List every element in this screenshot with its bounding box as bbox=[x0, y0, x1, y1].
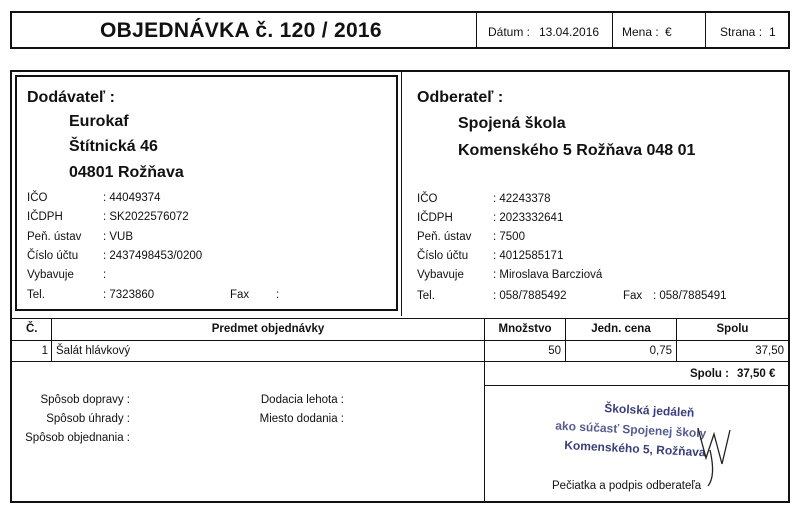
customer-field-value: : Miroslava Barcziová bbox=[493, 269, 603, 281]
customer-fax-value: : 058/7885491 bbox=[653, 290, 727, 302]
header-bar bbox=[10, 11, 790, 49]
customer-field-label: IČO bbox=[417, 193, 438, 205]
supplier-field-label: Číslo účtu bbox=[27, 250, 79, 262]
header-divider bbox=[612, 13, 613, 47]
party-divider bbox=[401, 71, 402, 316]
stamp-line: ako súčasť Spojenej školy bbox=[554, 418, 707, 441]
stamp-line: Školská jedáleň bbox=[603, 401, 695, 420]
col-header-item: Predmet objednávky bbox=[211, 323, 325, 335]
table-sum-line bbox=[484, 385, 788, 386]
customer-field-label: Peň. ústav bbox=[417, 231, 472, 243]
customer-field-value: : 7500 bbox=[493, 231, 525, 243]
row-price: 0,75 bbox=[649, 345, 672, 357]
table-row-line bbox=[11, 361, 788, 362]
page-value: 1 bbox=[769, 25, 776, 39]
customer-name: Spojená škola bbox=[458, 115, 566, 132]
supplier-field-value: : 44049374 bbox=[103, 192, 161, 204]
sum-label: Spolu : bbox=[690, 368, 729, 380]
supplier-field-label: Tel. bbox=[27, 289, 45, 301]
supplier-heading: Dodávateľ : bbox=[27, 89, 115, 106]
supplier-field-label: Peň. ústav bbox=[27, 231, 82, 243]
table-top-line bbox=[11, 318, 788, 319]
supplier-field-label: IČDPH bbox=[27, 211, 63, 223]
col-header-price: Jedn. cena bbox=[591, 323, 651, 335]
transport-label: Spôsob dopravy : bbox=[40, 394, 130, 406]
customer-field-value: : 4012585171 bbox=[493, 250, 564, 262]
stamp-line: Komenského 5, Rožňava bbox=[563, 438, 706, 460]
supplier-field-value: : VUB bbox=[103, 231, 134, 243]
supplier-field-value: : bbox=[103, 269, 107, 281]
supplier-fax-value: : bbox=[276, 289, 280, 301]
date-label: Dátum : bbox=[488, 25, 531, 39]
customer-address: Komenského 5 Rožňava 048 01 bbox=[458, 142, 696, 159]
supplier-field-value: : 7323860 bbox=[103, 289, 155, 301]
customer-field-value: : 058/7885492 bbox=[493, 290, 567, 302]
customer-heading: Odberateľ : bbox=[417, 89, 504, 106]
delivery-time-label: Dodacia lehota : bbox=[260, 394, 344, 406]
sum-value: 37,50 € bbox=[737, 368, 776, 380]
supplier-field-label: Vybavuje bbox=[27, 269, 74, 281]
currency-value: € bbox=[665, 25, 672, 39]
supplier-street: Štítnická 46 bbox=[69, 138, 158, 155]
ordering-label: Spôsob objednania : bbox=[25, 432, 130, 444]
customer-field-value: : 2023332641 bbox=[493, 212, 564, 224]
customer-field-label: IČDPH bbox=[417, 212, 453, 224]
delivery-place-label: Miesto dodania : bbox=[259, 413, 344, 425]
signature-label: Pečiatka a podpis odberateľa bbox=[552, 480, 702, 492]
supplier-fax-label: Fax bbox=[230, 289, 250, 301]
supplier-box bbox=[15, 75, 398, 311]
currency-label: Mena : bbox=[622, 25, 659, 39]
header-divider bbox=[476, 13, 477, 47]
supplier-field-value: : 2437498453/0200 bbox=[103, 250, 203, 262]
customer-field-label: Číslo účtu bbox=[417, 250, 469, 262]
row-total: 37,50 bbox=[755, 345, 784, 357]
col-header-total: Spolu bbox=[716, 323, 749, 335]
row-no: 1 bbox=[41, 345, 48, 357]
col-header-no: Č. bbox=[26, 323, 38, 335]
supplier-field-label: IČO bbox=[27, 192, 48, 204]
customer-fax-label: Fax bbox=[623, 290, 643, 302]
date-value: 13.04.2016 bbox=[539, 25, 600, 39]
table-header-line bbox=[11, 340, 788, 341]
col-header-qty: Množstvo bbox=[498, 323, 552, 335]
customer-field-label: Tel. bbox=[417, 290, 435, 302]
header-divider bbox=[705, 13, 706, 47]
supplier-city: 04801 Rožňava bbox=[69, 164, 184, 181]
customer-field-value: : 42243378 bbox=[493, 193, 551, 205]
customer-field-label: Vybavuje bbox=[417, 269, 464, 281]
payment-label: Spôsob úhrady : bbox=[46, 413, 130, 425]
row-item: Šalát hlávkový bbox=[56, 345, 131, 357]
order-title: OBJEDNÁVKA č. 120 / 2016 bbox=[100, 19, 382, 42]
supplier-field-value: : SK2022576072 bbox=[103, 211, 189, 223]
page-label: Strana : bbox=[720, 25, 763, 39]
supplier-name: Eurokaf bbox=[69, 113, 129, 130]
row-qty: 50 bbox=[548, 345, 561, 357]
